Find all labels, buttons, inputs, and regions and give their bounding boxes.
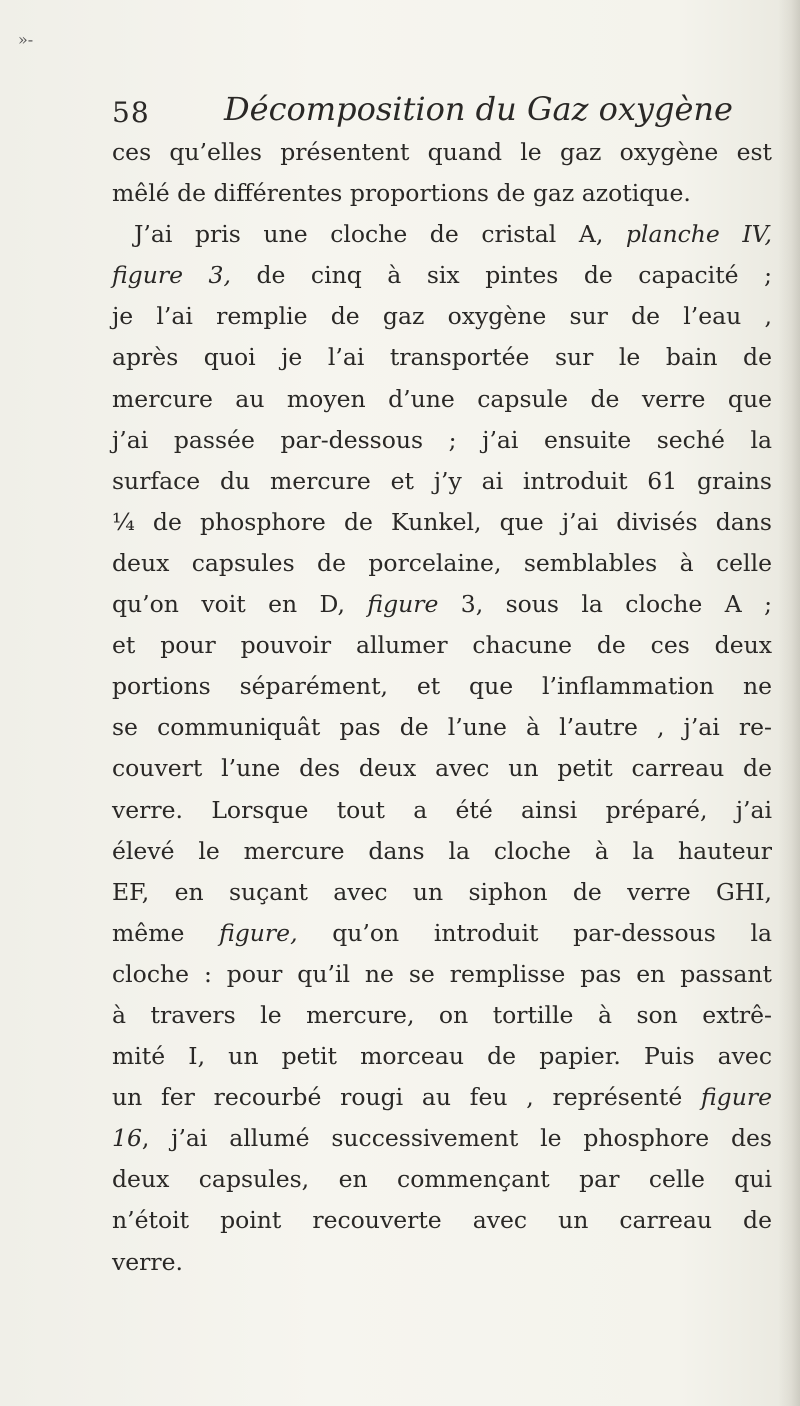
text-run: je l’ai remplie de gaz oxygène sur de l’eau ,	[112, 302, 772, 331]
text-run: mité I, un petit morceau de papier. Puis avec	[112, 1042, 772, 1071]
page-edge-shadow	[778, 0, 800, 1406]
text-run: couvert l’une des deux avec un petit carreau de	[112, 754, 772, 783]
text-line	[112, 543, 772, 584]
text-line	[112, 173, 772, 214]
text-line	[112, 214, 772, 255]
text-run: qu’on introduit par-dessous la	[297, 918, 773, 947]
text-line	[112, 337, 772, 378]
text-run: élevé le mercure dans la cloche à la hauteur	[112, 836, 772, 865]
text-run: cloche : pour qu’il ne se remplisse pas en passant	[112, 959, 772, 988]
text-run: se communiquât pas de l’une à l’autre , j’ai re-	[112, 713, 772, 742]
text-run: après quoi je l’ai transportée sur le bain de	[112, 343, 772, 372]
text-run: de cinq à six pintes de capacité ;	[230, 261, 772, 290]
text-run: verre.	[112, 1247, 184, 1276]
body-text	[112, 132, 772, 1283]
text-line	[112, 461, 772, 502]
corner-mark: »-	[18, 30, 34, 49]
text-line	[112, 255, 772, 296]
text-run: EF, en suçant avec un siphon de verre GHI,	[112, 877, 772, 906]
text-line	[112, 1036, 772, 1077]
italic-text: figure 3,	[112, 261, 231, 290]
text-run: J’ai pris une cloche de cristal A,	[134, 220, 626, 249]
text-line	[112, 790, 772, 831]
text-line	[112, 132, 772, 173]
text-run: , j’ai allumé successivement le phosphore des	[141, 1124, 772, 1153]
text-line	[112, 625, 772, 666]
page-number: 58	[112, 96, 150, 129]
text-run: ces qu’elles présentent quand le gaz oxygène est	[112, 138, 772, 166]
text-run: mêlé de différentes proportions de gaz azotique.	[112, 179, 691, 208]
text-line	[112, 296, 772, 337]
text-run: qu’on voit en D,	[112, 590, 368, 619]
italic-text: figure	[367, 590, 439, 619]
text-line	[112, 666, 772, 707]
text-line	[112, 707, 772, 748]
text-run: un fer recourbé rougi au feu , représenté	[112, 1083, 701, 1112]
text-line	[112, 1242, 772, 1283]
text-line	[112, 1159, 772, 1200]
text-run: verre. Lorsque tout a été ainsi préparé, j’ai	[112, 795, 772, 824]
italic-text: figure,	[219, 918, 298, 947]
running-title: Décomposition du Gaz oxygène	[224, 90, 733, 128]
text-line	[112, 420, 772, 461]
text-run: ¼ de phosphore de Kunkel, que j’ai divisés dans	[112, 507, 772, 536]
text-line	[112, 1200, 772, 1241]
text-run: n’étoit point recouverte avec un carreau de	[112, 1206, 772, 1235]
text-run: surface du mercure et j’y ai introduit 61 grains	[112, 466, 772, 495]
text-run: portions séparément, et que l’inflammation ne	[112, 672, 772, 701]
text-line	[112, 502, 772, 543]
text-line	[112, 995, 772, 1036]
text-run: et pour pouvoir allumer chacune de ces deux	[112, 631, 772, 660]
text-line	[112, 1118, 772, 1159]
text-line	[112, 831, 772, 872]
text-line	[112, 954, 772, 995]
text-run: 3, sous la cloche A ;	[438, 590, 772, 619]
text-line	[112, 872, 772, 913]
text-line	[112, 1077, 772, 1118]
italic-text: 16	[112, 1124, 142, 1153]
italic-text: figure	[701, 1083, 772, 1112]
text-run: mercure au moyen d’une capsule de verre que	[112, 384, 772, 413]
text-line	[112, 913, 772, 954]
text-run: deux capsules de porcelaine, semblables à celle	[112, 548, 772, 577]
text-run: à travers le mercure, on tortille à son extrê-	[112, 1000, 772, 1029]
italic-text: planche IV,	[625, 220, 772, 249]
text-line	[112, 379, 772, 420]
text-line	[112, 748, 772, 789]
text-run: j’ai passée par-dessous ; j’ai ensuite seché la	[112, 425, 772, 454]
text-run: deux capsules, en commençant par celle qui	[112, 1165, 772, 1194]
text-line	[112, 584, 772, 625]
text-run: même	[112, 918, 220, 947]
